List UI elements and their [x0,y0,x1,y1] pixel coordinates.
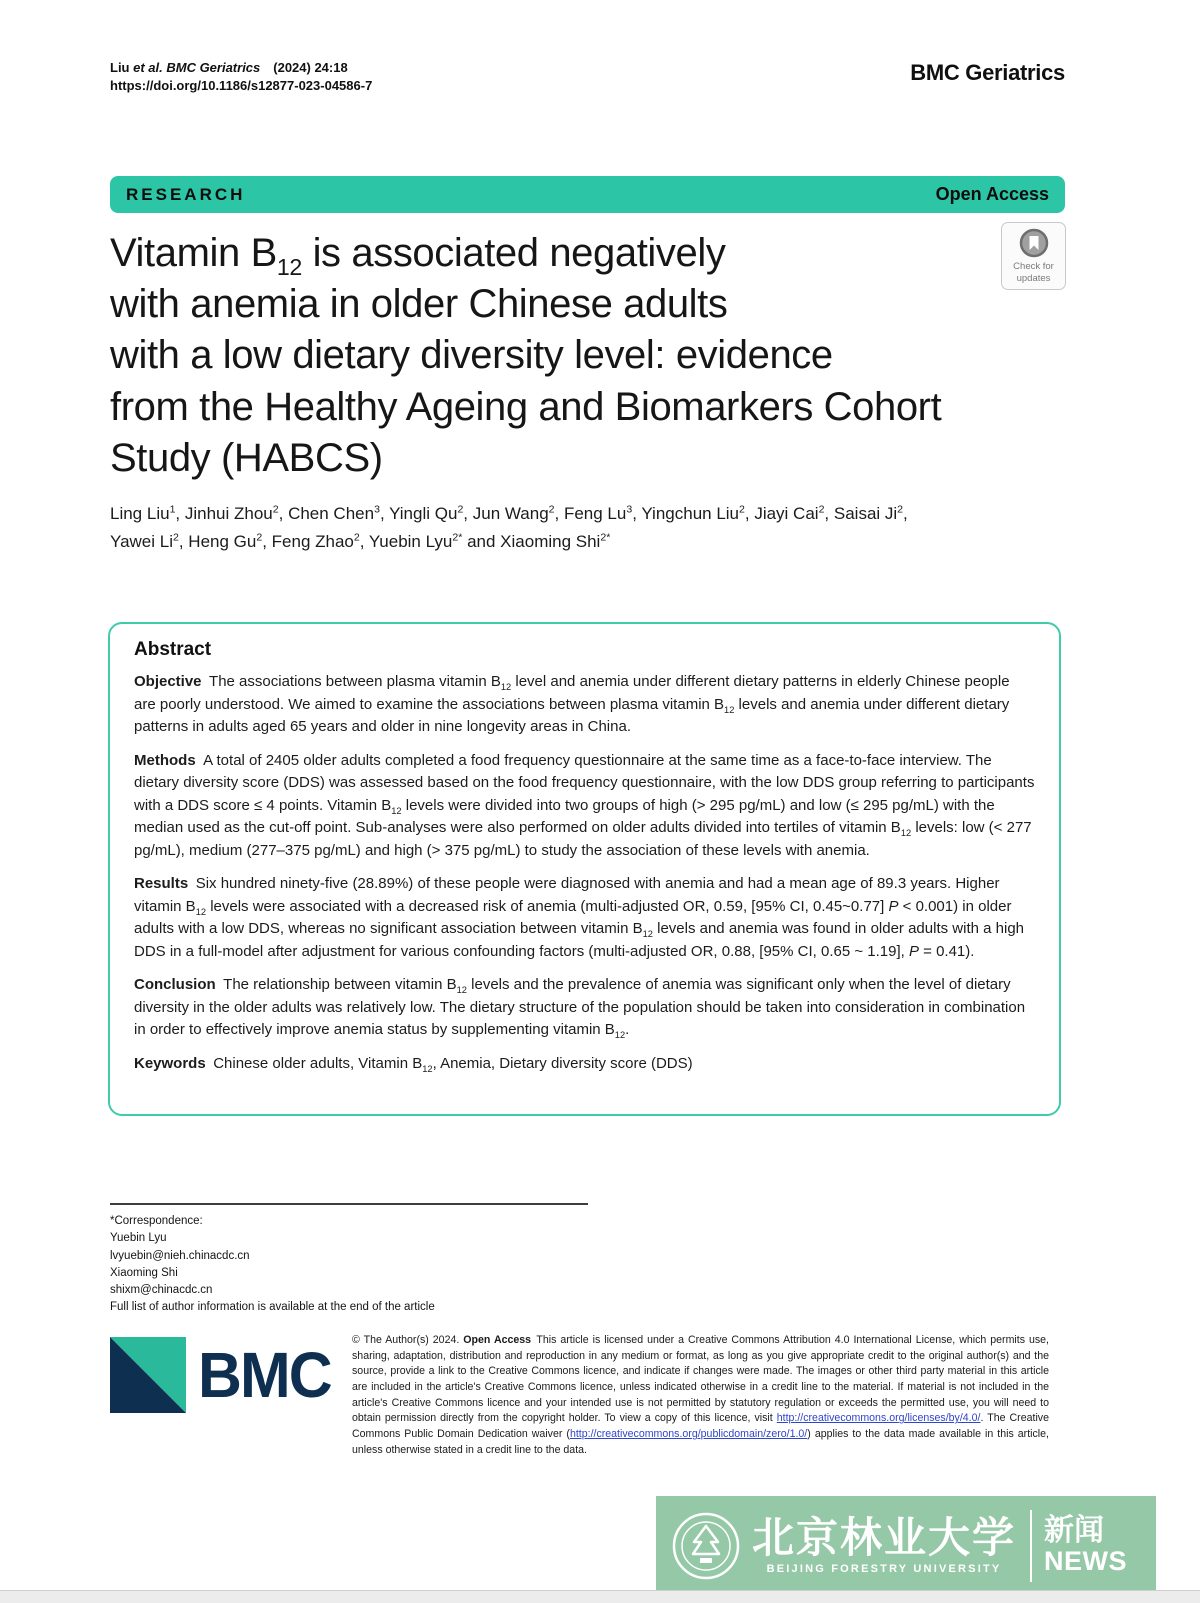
correspondence-block [110,1203,588,1317]
journal-name: BMC Geriatrics [910,60,1065,85]
news-label-en: NEWS [1044,1546,1128,1577]
abstract-methods: Methods A total of 2405 older adults completed a food frequency questionnaire at the same time as a face-to-face interview. The dietary diversity score (DDS) was assessed based on the food frequency questionnaire, with the low DDS group referring to participants with a DDS score ≤ 4 points. Vitamin $B_{12}$ levels were divided into two groups of high (> 295 pg/mL) and low (≤ 295 pg/mL) with the median used as the cut-off point. Sub-analyses were also performed on older adults divided into tertiles of vitamin $B_{12}$ levels: low (< 277 pg/mL), medium (277–375 pg/mL) and high (> 375 pg/mL) to study the association of these levels with anemia. [134,751,1035,859]
university-name-block [752,1513,1017,1575]
section-label: RESEARCH [126,184,246,204]
abstract-heading: Abstract [134,639,212,660]
author-info-note: Full list of author information is available at the end of the article [110,1301,435,1314]
bmc-logo [110,1337,338,1413]
license-link[interactable]: http://creativecommons.org/licenses/by/4.0/ [776,1412,981,1425]
abstract-box [108,622,1061,1116]
correspondence-label: *Correspondence: [110,1215,203,1227]
license-paragraph: © The Author(s) 2024. Open Access This article is licensed under a Creative Commons Attribution 4.0 International License, which permits use, sharing, adaptation, distribution and reproduction in any medium or format, as long as you give appropriate credit to the original author(s) and the source, provide a link to the Creative Commons licence, and indicate if changes were made. The images or other third party material in this article are included in the article's Creative Commons licence, unless indicated otherwise in a credit line to the material. If material is not included in the article's Creative Commons licence and your intended use is not permitted by statutory regulation or exceeds the permitted use, you will need to obtain permission directly from the copyright holder. To view a copy of this licence, visit http://creativecommons.org/licenses/by/4.0/. The Creative Commons Public Domain Dedication waiver (http://creativecommons.org/publicdomain/zero/1.0/) applies to the data made available in this article, unless otherwise stated in a credit line to the data. [352,1334,1049,1456]
abstract-results: Results Six hundred ninety-five (28.89%) of these people were diagnosed with anemia and had a mean age of 89.3 years. Higher vitamin $B_{12}$ levels were associated with a decreased risk of anemia (multi-adjusted OR, 0.59, [95% CI, 0.45~0.77] P < 0.001) in older adults with a low DDS, whereas no significant association between vitamin $B_{12}$ levels and anemia was found in older adults with a high DDS in a full-model after adjustment for various confounding factors (multi-adjusted OR, 0.88, [95% CI, 0.65 ~ 1.19], P = 0.41). [134,875,1024,960]
bfu-seal-icon [670,1510,742,1582]
author-list: Ling Liu$^1$, Jinhui Zhou$^2$, Chen Chen$^3$, Yingli Qu$^2$, Jun Wang$^2$, Feng Lu$^3$, Yingchun Liu$^2$, Jiayi Cai$^2$, Saisai Ji$^2$, Yawei Li$^2$, Heng Gu$^2$, Feng Zhao$^2$, Yuebin Lyu$^{2*}$ and Xiaoming Shi$^{2*}$ [110,503,908,551]
horizontal-scrollbar[interactable] [0,1590,1200,1603]
article-title: Vitamin $B_{12}$ is associated negatively with anemia in older Chinese adults with a low dietary diversity level: evidence from the Healthy Ageing and Biomarkers Cohort Study (HABCS) [110,231,942,480]
research-banner [110,176,1065,213]
correspondent-email-1: lvyuebin@nieh.chinacdc.cn [110,1249,250,1262]
bmc-logo-icon [110,1337,186,1413]
bookmark-icon [1019,228,1049,258]
open-access-label: Open Access [935,184,1049,204]
bmc-wordmark: BMC [198,1339,331,1411]
abstract-conclusion: Conclusion The relationship between vitamin $B_{12}$ levels and the prevalence of anemia was significant only when the level of dietary diversity in the older adults was relatively low. The dietary structure of the population should be taken into consideration in combination in order to effectively improve anemia status by supplementing vitamin $B_{12}$. [134,976,1026,1040]
doi-text: https://doi.org/10.1186/s12877-023-04586-7 [110,78,373,94]
check-for-updates-badge[interactable] [1001,222,1066,290]
university-name-cn: 北京林业大学 [752,1513,1017,1563]
license-link[interactable]: http://creativecommons.org/publicdomain/zero/1.0/ [569,1428,808,1441]
citation-line: Liu et al. BMC Geriatrics (2024) 24:18 [110,60,348,75]
correspondence-divider [110,1203,588,1205]
page-header [110,58,1065,93]
news-label-cn: 新闻 [1044,1513,1105,1549]
correspondent-name-2: Xiaoming Shi [110,1266,178,1279]
correspondent-email-2: shixm@chinacdc.cn [110,1284,213,1296]
watermark-banner [656,1496,1156,1595]
abstract-keywords: Keywords Chinese older adults, Vitamin $B_{12}$, Anemia, Dietary diversity score (DDS) [134,1054,693,1074]
university-name-en: BEIJING FORESTRY UNIVERSITY [766,1562,1002,1575]
badge-text-line1: Check for [1013,261,1054,273]
news-block [1044,1514,1127,1577]
abstract-objective: Objective The associations between plasma vitamin $B_{12}$ level and anemia under different dietary patterns in elderly Chinese people are poorly understood. We aimed to examine the associations between plasma vitamin $B_{12}$ levels and anemia under different dietary patterns in adults aged 65 years and older in nine longevity areas in China. [134,673,1010,735]
watermark-divider [1030,1510,1032,1582]
citation-block [110,58,372,93]
correspondent-name-1: Yuebin Lyu [110,1232,167,1245]
badge-text-line2: updates [1016,272,1051,284]
